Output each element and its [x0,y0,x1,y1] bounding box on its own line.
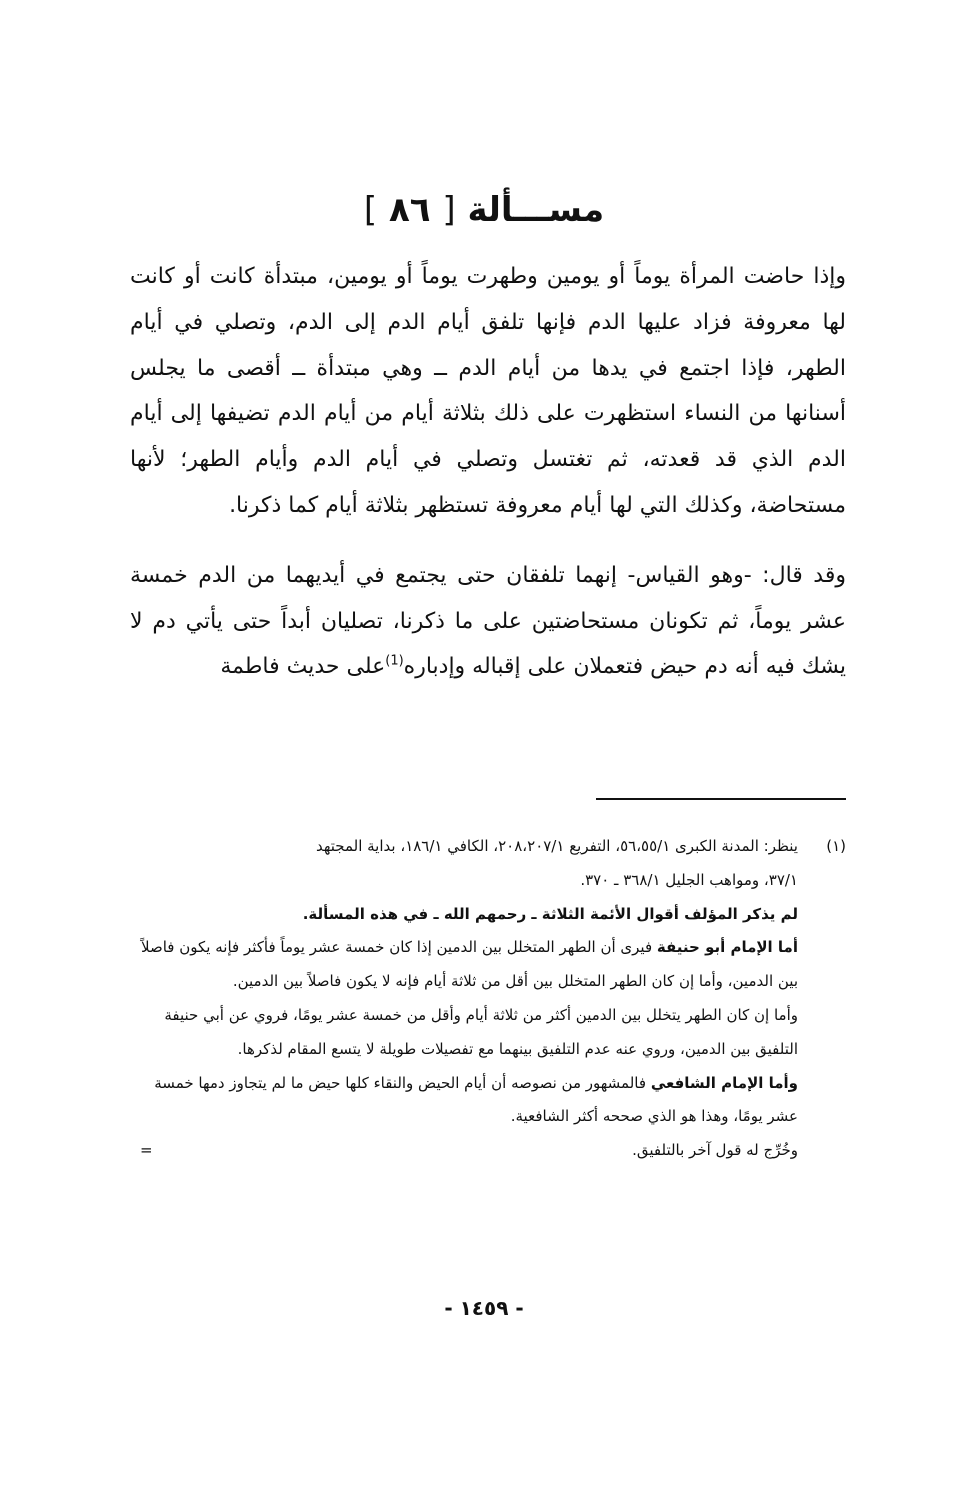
footnotes [130,830,846,1168]
footnote-abu-hanifa-label: أما الإمام أبو حنيفة [656,938,798,957]
continuation-mark: = [140,1141,153,1160]
footnote-separator [596,798,846,800]
footnote-reference[interactable]: (1) [385,654,404,670]
paragraph-2 [130,553,846,690]
footnote-1 [130,830,846,864]
footnote-line-1: ينظر: المدنة الكبرى ٥٦،٥٥/١، التفريع ٢٠٨،٢٠٧/١، الكافي ١٨٦/١، بداية المجتهد [315,837,798,855]
heading-bracket-open: [ [363,190,378,230]
footnote-last-row [130,1134,846,1168]
footnote-paragraph-takhrij: وخُرِّج له قول آخر بالتلفيق. [632,1141,798,1160]
paragraph-2-text: وقد قال: -وهو القياس- إنهما تلفقان حتى يجتمع في أيديهما من الدم خمسة عشر يوماً، ثم تكونان مستحاضتين على ما ذكرنا، تصليان أبداً حتى يأتي دم لا يشك فيه أنه دم حيض فتعملان على إقباله وإدباره [130,562,846,680]
footnote-shafii-label: وأما الإمام الشافعي [650,1073,798,1092]
section-heading [0,190,968,230]
footnote-paragraph-shafii [130,1067,846,1135]
heading-number: ٨٦ [388,190,431,230]
heading-bracket-close: ] [442,190,456,230]
paragraph-1: وإذا حاضت المرأة يوماً أو يومين وطهرت يوماً أو يومين، مبتدأة كانت أو كانت لها معروفة فزاد عليها الدم فإنها تلفق أيام الدم إلى الدم، وتصلي في أيام الطهر، فإذا اجتمع في يدها من أيام الدم ــ وهي مبتدأة ــ أقصى ما يجلس أسنانها من النساء استظهرت على ذلك بثلاثة أيام من أيام الدم تضيفها إلى أيام الدم الذي قد قعدته، ثم تغتسل وتصلي في أيام الدم وأيام الطهر؛ لأنها مستحاضة، وكذلك التي لها أيام معروفة تستظهر بثلاثة أيام كما ذكرنا. [130,264,846,518]
main-text [130,254,846,690]
footnote-line-3: لم يذكر المؤلف أقوال الأئمة الثلاثة ـ رحمهم الله ـ في هذه المسألة. [302,904,798,923]
page-number: - ١٤٥٩ - [444,1296,524,1320]
footnote-paragraph-abu-hanifa [130,931,846,999]
paragraph-2-end: على حديث فاطمة [220,654,386,680]
footnote-abu-hanifa-text: فيرى أن الطهر المتخلل بين الدمين إذا كان خمسة عشر يوماً فأكثر فإنه يكون فاصلاً بين الدمين، وأما إن كان الطهر المتخلل بين أقل من ثلاثة أيام فإنه لا يكون فاصلاً بين الدمين. [141,938,798,991]
footnote-paragraph-detail: وأما إن كان الطهر يتخلل بين الدمين أكثر من ثلاثة أيام وأقل من خمسة عشر يومًا، فروي عن أبي حنيفة التلفيق بين الدمين، وروي عنه عدم التلفيق بينهما مع تفصيلات طويلة لا يتسع المقام لذكرها. [164,1005,798,1058]
heading-title: مســـألة [467,190,605,230]
footnote-line-2: ٣٧/١، ومواهب الجليل ٣٦٨/١ ـ ٣٧٠. [580,870,798,889]
footnote-shafii-text: فالمشهور من نصوصه أن أيام الحيض والنقاء كلها حيض ما لم يتجاوز دمها خمسة عشر يومًا، وهذا هو الذي صححه أكثر الشافعية. [154,1073,798,1126]
footnote-number: (١) [826,837,846,855]
